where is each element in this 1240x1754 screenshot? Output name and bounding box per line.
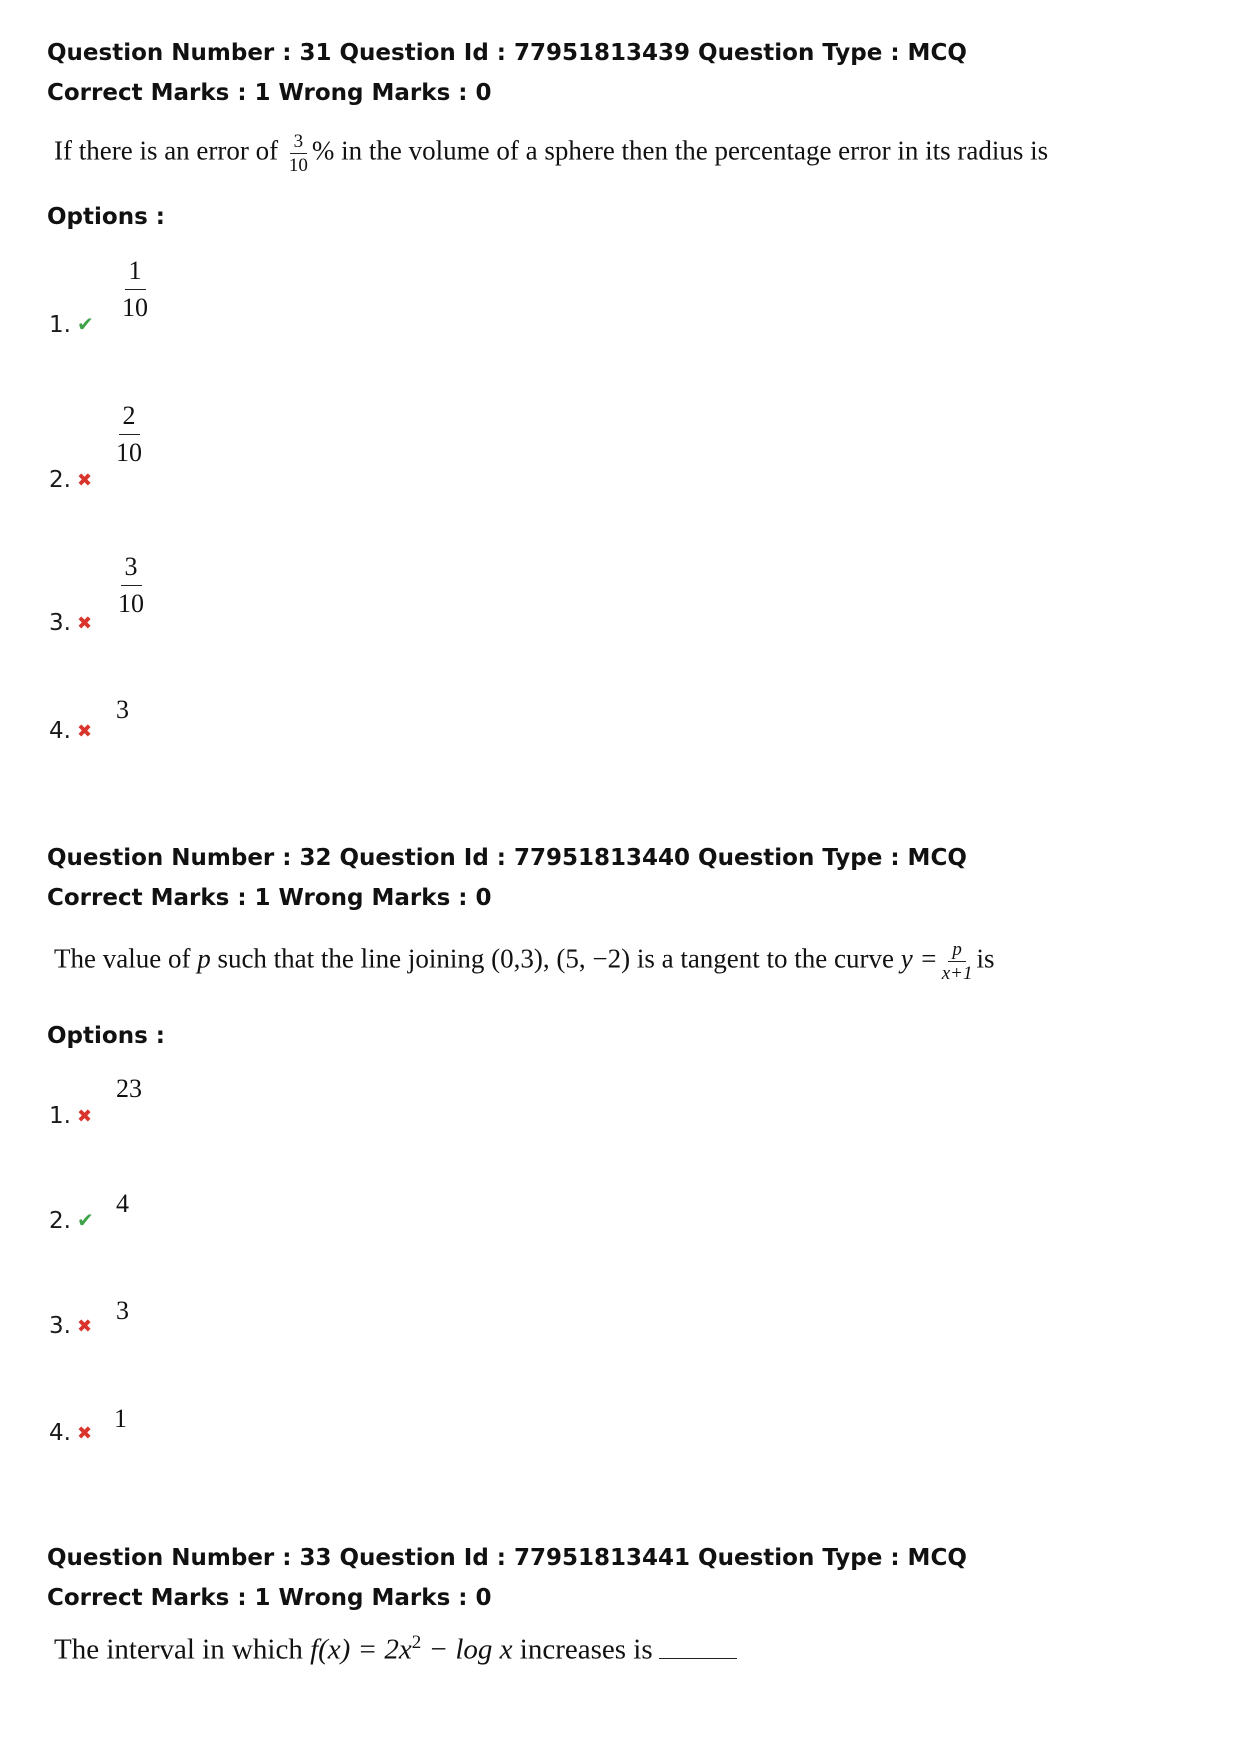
question-31-text <box>54 132 1048 175</box>
q32-option-4-number <box>49 1420 92 1446</box>
function-exponent: 2 <box>411 1632 422 1653</box>
cross-icon: ✖ <box>76 1316 93 1337</box>
function-tail: − log x <box>421 1633 513 1666</box>
fraction-denominator: x+1 <box>941 963 973 984</box>
option-fraction <box>112 403 146 466</box>
q32-option-3-number <box>49 1313 92 1339</box>
option-number: 1. <box>49 312 71 338</box>
option-number: 4. <box>49 718 71 744</box>
question-32-fraction <box>938 940 977 983</box>
option-number: 4. <box>49 1420 71 1446</box>
question-33-text-a: The interval in which <box>54 1633 303 1666</box>
q31-option-1-number <box>49 312 94 338</box>
fraction-numerator: 3 <box>121 554 142 586</box>
question-31-text-a: If there is an error of <box>54 135 279 166</box>
q31-option-2-number <box>49 467 92 493</box>
question-32-text <box>54 940 995 983</box>
question-32-text-b: such that the line joining (0,3), (5, −2) is a tangent to the curve <box>217 943 894 974</box>
option-fraction <box>114 554 148 617</box>
question-32-options-label: Options : <box>47 1023 165 1049</box>
fraction-denominator: 10 <box>288 155 308 176</box>
q31-option-4-value: 3 <box>116 695 129 724</box>
function-expression: f(x) = 2x <box>310 1633 412 1666</box>
question-31-header <box>47 33 967 113</box>
question-31-options-label: Options : <box>47 204 165 230</box>
fraction-numerator: 2 <box>119 403 140 435</box>
q31-option-4-number <box>49 718 92 744</box>
question-31-text-b: % in the volume of a sphere then the percentage error in its radius is <box>311 135 1049 166</box>
q31-option-3-number <box>49 610 92 636</box>
cross-icon: ✖ <box>76 1106 93 1127</box>
check-icon: ✔ <box>76 1208 94 1232</box>
q32-option-4-value: 1 <box>114 1404 127 1433</box>
q32-option-1-value: 23 <box>116 1074 142 1103</box>
question-32-text-a: The value of <box>54 943 191 974</box>
option-number: 2. <box>49 467 71 493</box>
question-31-meta: Question Number : 31 Question Id : 77951813439 Question Type : MCQ <box>47 40 967 66</box>
question-33-text <box>54 1632 737 1667</box>
option-fraction <box>118 258 152 321</box>
option-number: 1. <box>49 1103 71 1129</box>
q31-option-1-value <box>118 258 152 321</box>
question-32-meta: Question Number : 32 Question Id : 77951813440 Question Type : MCQ <box>47 845 967 871</box>
q31-option-3-value <box>114 554 148 617</box>
q32-option-2-value: 4 <box>116 1189 129 1218</box>
variable-p: p <box>197 943 211 974</box>
fraction-denominator: 10 <box>116 438 142 467</box>
fraction-numerator: p <box>948 940 966 962</box>
question-32-text-c: is <box>976 943 995 974</box>
check-icon: ✔ <box>76 312 94 336</box>
question-31-marks: Correct Marks : 1 Wrong Marks : 0 <box>47 80 492 106</box>
question-33-marks: Correct Marks : 1 Wrong Marks : 0 <box>47 1585 492 1611</box>
fraction-denominator: 10 <box>122 293 148 322</box>
fraction-numerator: 1 <box>125 258 146 290</box>
cross-icon: ✖ <box>76 613 93 634</box>
cross-icon: ✖ <box>76 470 93 491</box>
q32-option-3-value: 3 <box>116 1296 129 1325</box>
cross-icon: ✖ <box>76 1423 93 1444</box>
fraction-denominator: 10 <box>118 589 144 618</box>
fraction-numerator: 3 <box>290 132 308 154</box>
cross-icon: ✖ <box>76 721 93 742</box>
q32-option-1-number <box>49 1103 92 1129</box>
option-number: 3. <box>49 1313 71 1339</box>
option-number: 2. <box>49 1208 71 1234</box>
question-33-header <box>47 1538 967 1618</box>
question-31-fraction <box>285 132 312 175</box>
q31-option-2-value <box>112 403 146 466</box>
question-33-meta: Question Number : 33 Question Id : 77951813441 Question Type : MCQ <box>47 1545 967 1571</box>
question-33-text-b: increases is <box>519 1633 653 1666</box>
q32-option-2-number <box>49 1208 94 1234</box>
equation-lhs: y = <box>900 943 938 974</box>
question-32-header <box>47 838 967 918</box>
question-32-marks: Correct Marks : 1 Wrong Marks : 0 <box>47 885 492 911</box>
option-number: 3. <box>49 610 71 636</box>
answer-blank <box>659 1634 737 1659</box>
